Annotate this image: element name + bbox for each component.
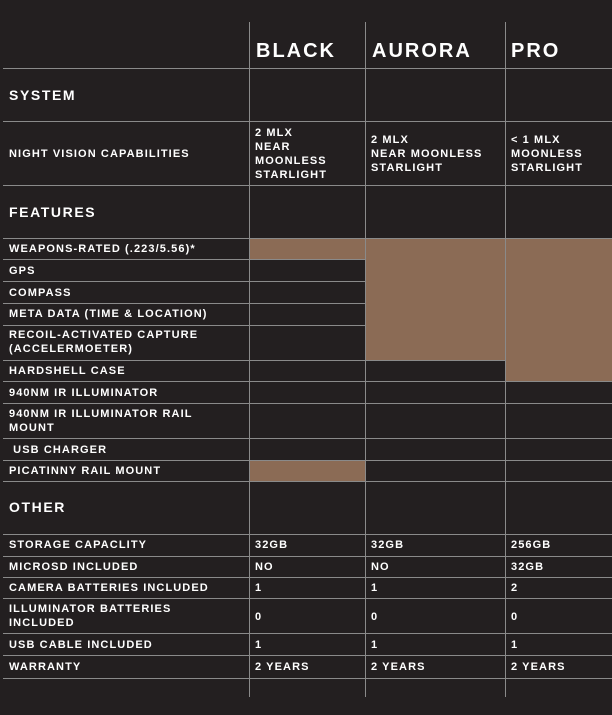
night-vision-black-line: MOONLESS xyxy=(255,155,327,167)
usb-cable-black: 1 xyxy=(255,639,263,651)
night-vision-pro xyxy=(511,133,611,175)
feature-included-fill xyxy=(250,239,365,259)
night-vision-aurora-line: 2 MLX xyxy=(371,134,409,146)
section-title-features: FEATURES xyxy=(9,204,97,220)
night-vision-pro-line: MOONLESS xyxy=(511,148,583,160)
row-label-recoil-capture: RECOIL-ACTIVATED CAPTURE (ACCELERMOETER) xyxy=(9,329,199,355)
night-vision-pro-line: < 1 MLX xyxy=(511,134,561,146)
row-label-picatinny-rail: PICATINNY RAIL MOUNT xyxy=(9,465,162,477)
row-divider xyxy=(3,381,612,382)
microsd-pro: 32GB xyxy=(511,561,545,573)
illuminator-batteries-pro: 0 xyxy=(511,611,519,623)
column-title-aurora: AURORA xyxy=(372,40,472,62)
camera-batteries-black: 1 xyxy=(255,582,263,594)
row-label-compass: COMPASS xyxy=(9,287,72,299)
section-title-other: OTHER xyxy=(9,499,66,515)
row-divider xyxy=(3,481,612,482)
row-label-gps: GPS xyxy=(9,265,36,277)
night-vision-pro-line: STARLIGHT xyxy=(511,162,584,174)
row-divider xyxy=(3,68,612,69)
feature-included-fill xyxy=(250,461,365,481)
row-divider xyxy=(3,438,612,439)
night-vision-black-line: STARLIGHT xyxy=(255,169,328,181)
row-label-warranty: WARRANTY xyxy=(9,661,82,673)
row-label-microsd: MICROSD INCLUDED xyxy=(9,561,139,573)
section-title-system: SYSTEM xyxy=(9,87,77,103)
camera-batteries-aurora: 1 xyxy=(371,582,379,594)
row-divider xyxy=(3,678,612,679)
feature-included-fill xyxy=(366,239,505,360)
row-divider xyxy=(3,633,612,634)
illuminator-batteries-black: 0 xyxy=(255,611,263,623)
row-divider xyxy=(3,598,612,599)
row-label-usb-charger: USB CHARGER xyxy=(9,444,108,456)
usb-cable-pro: 1 xyxy=(511,639,519,651)
microsd-aurora: NO xyxy=(371,561,390,573)
row-label-illuminator-batteries: ILLUMINATOR BATTERIES INCLUDED xyxy=(9,603,172,629)
night-vision-aurora xyxy=(371,133,503,175)
row-label-weapons-rated: WEAPONS-RATED (.223/5.56)* xyxy=(9,243,196,255)
row-divider xyxy=(3,655,612,656)
row-label-usb-cable: USB CABLE INCLUDED xyxy=(9,639,153,651)
row-divider xyxy=(3,556,612,557)
night-vision-black-line: NEAR xyxy=(255,141,291,153)
feature-included-fill xyxy=(506,239,612,381)
row-label-ir-illuminator: 940NM IR ILLUMINATOR xyxy=(9,387,159,399)
microsd-black: NO xyxy=(255,561,274,573)
storage-black: 32GB xyxy=(255,539,289,551)
row-divider xyxy=(3,403,612,404)
row-divider xyxy=(3,121,612,122)
row-divider xyxy=(3,577,612,578)
row-divider xyxy=(3,534,612,535)
usb-cable-aurora: 1 xyxy=(371,639,379,651)
night-vision-black-line: 2 MLX xyxy=(255,127,293,139)
column-title-pro: PRO xyxy=(511,40,561,62)
row-label-hardshell-case: HARDSHELL CASE xyxy=(9,365,126,377)
row-label-camera-batteries: CAMERA BATTERIES INCLUDED xyxy=(9,582,209,594)
warranty-pro: 2 YEARS xyxy=(511,661,566,673)
row-label-meta-data: META DATA (TIME & LOCATION) xyxy=(9,308,208,320)
row-label-night-vision: NIGHT VISION CAPABILITIES xyxy=(9,148,190,160)
storage-aurora: 32GB xyxy=(371,539,405,551)
camera-batteries-pro: 2 xyxy=(511,582,519,594)
column-title-black: BLACK xyxy=(256,40,336,62)
row-label-ir-rail-mount: 940NM IR ILLUMINATOR RAIL MOUNT xyxy=(9,408,193,434)
night-vision-black xyxy=(255,126,361,182)
row-divider xyxy=(3,185,612,186)
night-vision-aurora-line: NEAR MOONLESS xyxy=(371,148,483,160)
warranty-black: 2 YEARS xyxy=(255,661,310,673)
illuminator-batteries-aurora: 0 xyxy=(371,611,379,623)
warranty-aurora: 2 YEARS xyxy=(371,661,426,673)
row-label-storage: STORAGE CAPACLITY xyxy=(9,539,148,551)
night-vision-aurora-line: STARLIGHT xyxy=(371,162,444,174)
storage-pro: 256GB xyxy=(511,539,552,551)
